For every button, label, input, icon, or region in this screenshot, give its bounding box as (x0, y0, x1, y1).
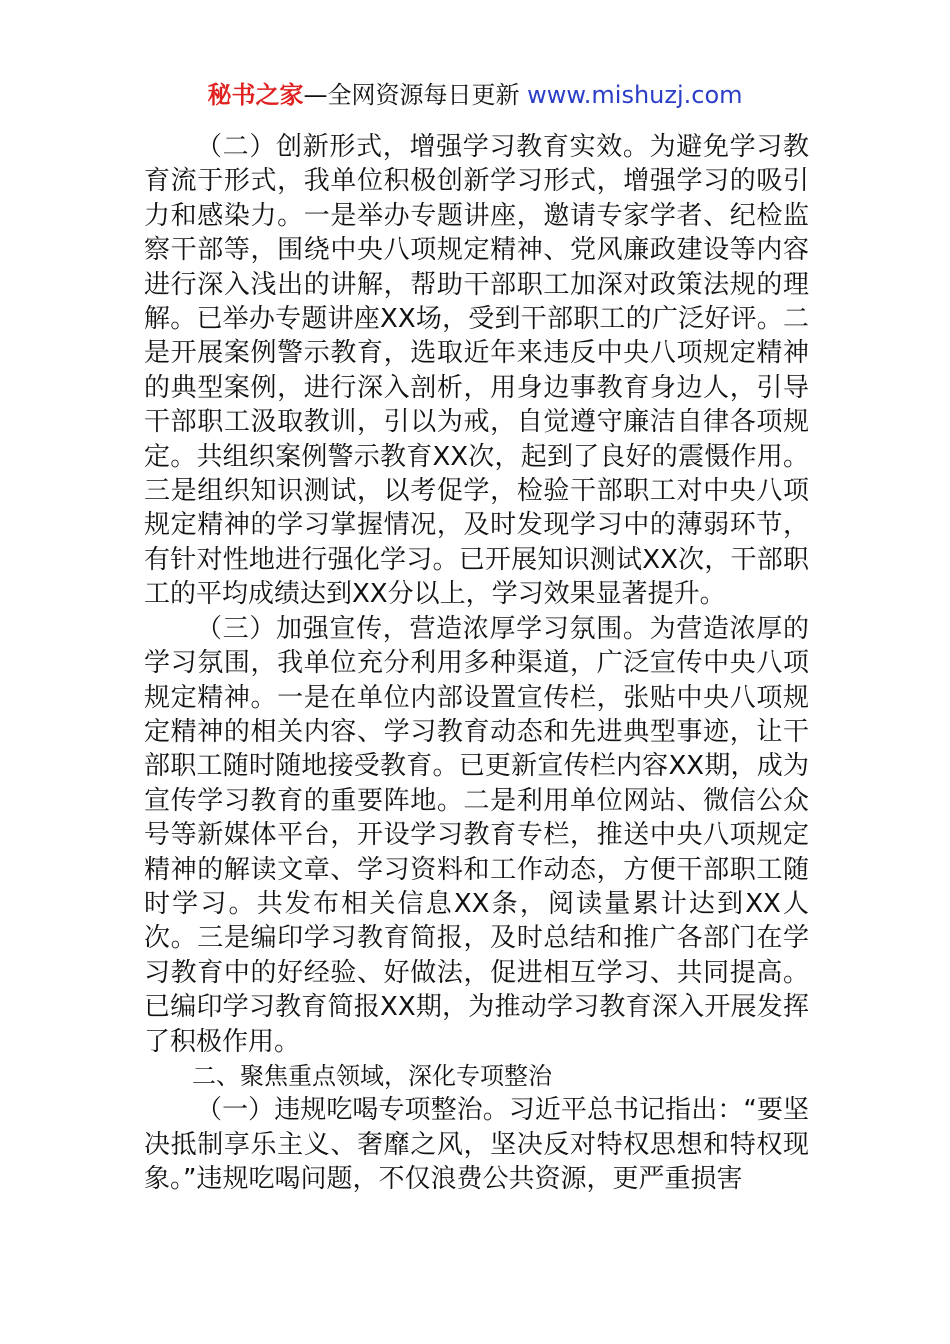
header-url-link[interactable]: www.mishuzj.com (527, 81, 743, 109)
paragraph-dining-rectification: （一）违规吃喝专项整治。习近平总书记指出：“要坚决抵制享乐主义、奢靡之风，坚决反对特权思想和特权现象。”违规吃喝问题，不仅浪费公共资源，更严重损害 (144, 1095, 809, 1195)
paragraph-strengthen-publicity: （三）加强宣传，营造浓厚学习氛围。为营造浓厚的学习氛围，我单位充分利用多种渠道，广泛宣传中央八项规定精神。一是在单位内部设置宣传栏，张贴中央八项规定精神的相关内容、学习教育动态和先进典型事迹，让干部职工随时随地接受教育。已更新宣传栏内容XX期，成为宣传学习教育的重要阵地。二是利用单位网站、微信公众号等新媒体平台，开设学习教育专栏，推送中央八项规定精神的解读文章、学习资料和工作动态，方便干部职工随时学习。共发布相关信息XX条，阅读量累计达到XX人次。三是编印学习教育简报，及时总结和推广各部门在学习教育中的好经验、好做法，促进相互学习、共同提高。已编印学习教育简报XX期，为推动学习教育深入开展发挥了积极作用。 (144, 613, 809, 1057)
header-slogan: —全网资源每日更新 (303, 81, 520, 109)
brand-name: 秘书之家 (207, 81, 304, 109)
paragraph-innovate-forms: （二）创新形式，增强学习教育实效。为避免学习教育流于形式，我单位积极创新学习形式，增强学习的吸引力和感染力。一是举办专题讲座，邀请专家学者、纪检监察干部等，围绕中央八项规定精神、党风廉政建设等内容进行深入浅出的讲解，帮助干部职工加深对政策法规的理解。已举办专题讲座XX场，受到干部职工的广泛好评。二是开展案例警示教育，选取近年来违反中央八项规定精神的典型案例，进行深入剖析，用身边事教育身边人，引导干部职工汲取教训，引以为戒，自觉遵守廉洁自律各项规定。共组织案例警示教育XX次，起到了良好的震慑作用。三是组织知识测试，以考促学，检验干部职工对中央八项规定精神的学习掌握情况，及时发现学习中的薄弱环节，有针对性地进行强化学习。已开展知识测试XX次，干部职工的平均成绩达到XX分以上，学习效果显著提升。 (144, 132, 809, 610)
page-header (0, 78, 950, 112)
document-body (144, 130, 809, 1197)
section-heading: 二、聚焦重点领域，深化专项整治 (192, 1061, 552, 1090)
